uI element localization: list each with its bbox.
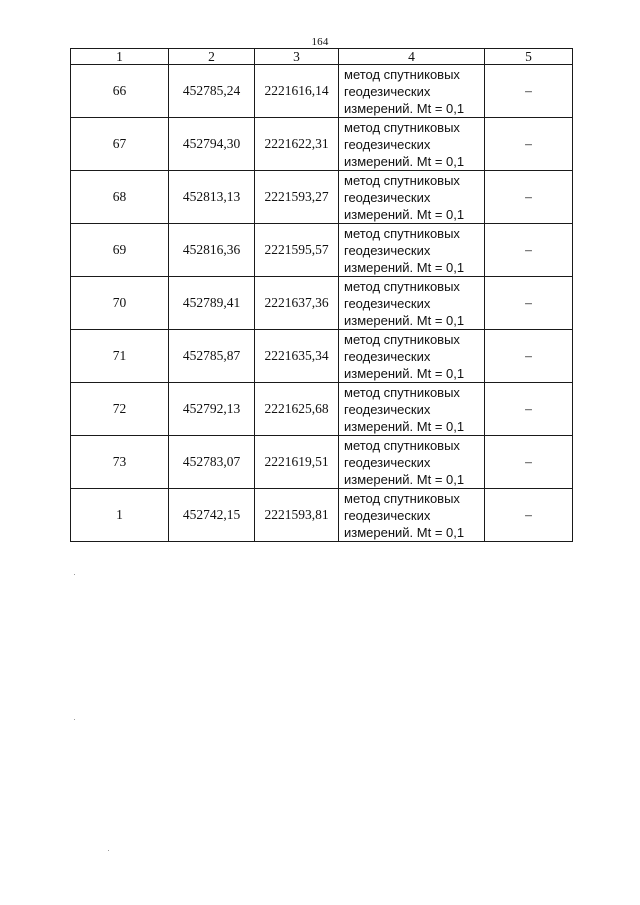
- point-number-cell: 73: [71, 436, 169, 489]
- header-col-5: 5: [485, 49, 573, 65]
- y-coordinate-cell: 2221593,27: [255, 171, 339, 224]
- note-cell: –: [485, 65, 573, 118]
- table-row: [71, 118, 573, 171]
- table-row: [71, 330, 573, 383]
- header-col-3: 3: [255, 49, 339, 65]
- table-row: [71, 383, 573, 436]
- method-cell: метод спутниковых геодезических измерений. Mt = 0,1: [339, 65, 485, 118]
- y-coordinate-cell: 2221635,34: [255, 330, 339, 383]
- method-cell: метод спутниковых геодезических измерений. Mt = 0,1: [339, 436, 485, 489]
- note-cell: –: [485, 171, 573, 224]
- point-number-cell: 68: [71, 171, 169, 224]
- point-number-cell: 71: [71, 330, 169, 383]
- point-number-cell: 69: [71, 224, 169, 277]
- table-row: [71, 171, 573, 224]
- point-number-cell: 70: [71, 277, 169, 330]
- x-coordinate-cell: 452816,36: [169, 224, 255, 277]
- point-number-cell: 67: [71, 118, 169, 171]
- scan-speck: [108, 850, 109, 851]
- y-coordinate-cell: 2221625,68: [255, 383, 339, 436]
- scan-speck: [74, 574, 75, 575]
- x-coordinate-cell: 452792,13: [169, 383, 255, 436]
- header-col-1: 1: [71, 49, 169, 65]
- y-coordinate-cell: 2221616,14: [255, 65, 339, 118]
- table-row: [71, 436, 573, 489]
- point-number-cell: 72: [71, 383, 169, 436]
- note-cell: –: [485, 489, 573, 542]
- point-number-cell: 1: [71, 489, 169, 542]
- x-coordinate-cell: 452785,24: [169, 65, 255, 118]
- page-number: 164: [311, 36, 329, 48]
- method-cell: метод спутниковых геодезических измерений. Mt = 0,1: [339, 277, 485, 330]
- table-row: [71, 489, 573, 542]
- point-number-cell: 66: [71, 65, 169, 118]
- x-coordinate-cell: 452742,15: [169, 489, 255, 542]
- method-cell: метод спутниковых геодезических измерений. Mt = 0,1: [339, 383, 485, 436]
- x-coordinate-cell: 452789,41: [169, 277, 255, 330]
- scan-speck: [74, 719, 75, 720]
- note-cell: –: [485, 383, 573, 436]
- x-coordinate-cell: 452813,13: [169, 171, 255, 224]
- x-coordinate-cell: 452794,30: [169, 118, 255, 171]
- method-cell: метод спутниковых геодезических измерений. Mt = 0,1: [339, 171, 485, 224]
- y-coordinate-cell: 2221593,81: [255, 489, 339, 542]
- table-row: [71, 65, 573, 118]
- y-coordinate-cell: 2221619,51: [255, 436, 339, 489]
- note-cell: –: [485, 277, 573, 330]
- table-row: [71, 277, 573, 330]
- y-coordinate-cell: 2221637,36: [255, 277, 339, 330]
- table-header-row: [71, 49, 573, 65]
- note-cell: –: [485, 436, 573, 489]
- header-col-2: 2: [169, 49, 255, 65]
- coordinates-table: [70, 48, 573, 542]
- method-cell: метод спутниковых геодезических измерений. Mt = 0,1: [339, 224, 485, 277]
- method-cell: метод спутниковых геодезических измерений. Mt = 0,1: [339, 489, 485, 542]
- note-cell: –: [485, 224, 573, 277]
- x-coordinate-cell: 452785,87: [169, 330, 255, 383]
- method-cell: метод спутниковых геодезических измерений. Mt = 0,1: [339, 330, 485, 383]
- note-cell: –: [485, 330, 573, 383]
- method-cell: метод спутниковых геодезических измерений. Mt = 0,1: [339, 118, 485, 171]
- table-row: [71, 224, 573, 277]
- header-col-4: 4: [339, 49, 485, 65]
- y-coordinate-cell: 2221595,57: [255, 224, 339, 277]
- x-coordinate-cell: 452783,07: [169, 436, 255, 489]
- y-coordinate-cell: 2221622,31: [255, 118, 339, 171]
- note-cell: –: [485, 118, 573, 171]
